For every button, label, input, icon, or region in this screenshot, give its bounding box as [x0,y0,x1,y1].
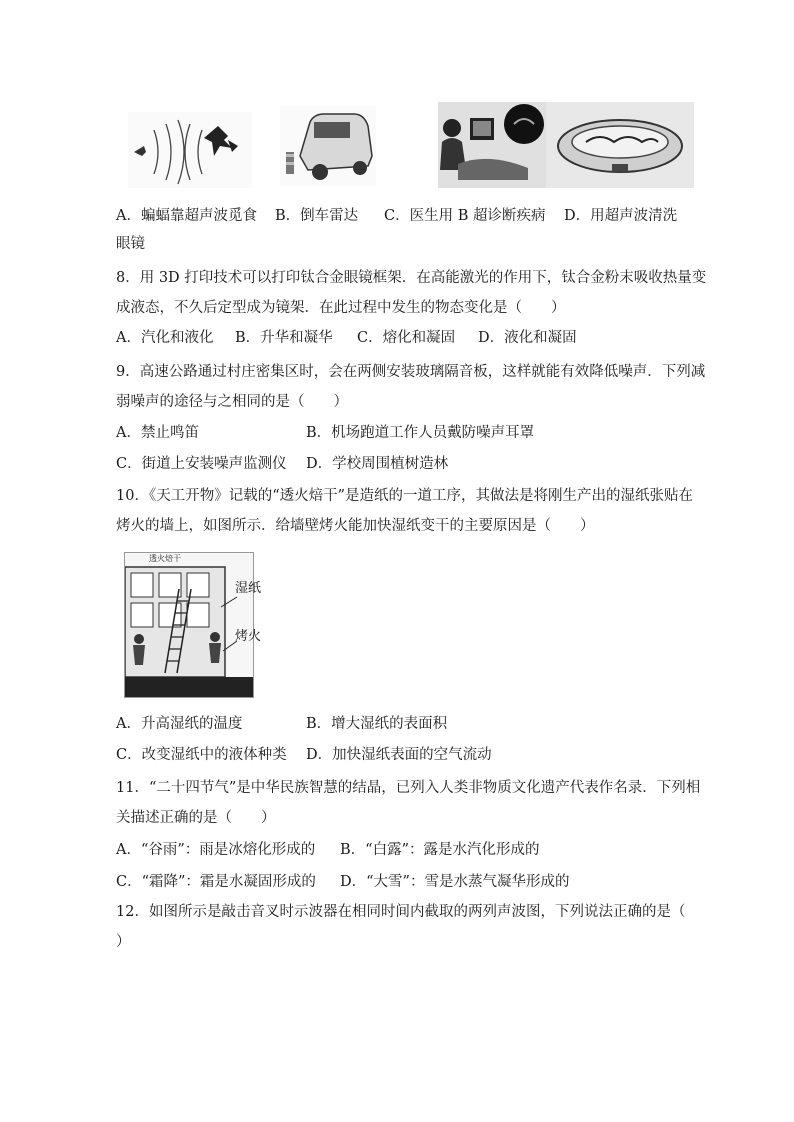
q8-option-b[interactable]: B．升华和凝华 [235,330,333,346]
reverse-radar-picture [280,106,376,186]
q11-stem-line2: 关描述正确的是（ ） [116,810,276,826]
ultrasonic-cleaner-icon [546,102,694,188]
doctor-ultrasound-icon [438,102,546,188]
bat-echolocation-picture [128,112,252,188]
ultrasonic-cleaner-picture [546,102,694,188]
q9-option-b[interactable]: B．机场跑道工作人员戴防噪声耳罩 [306,425,535,441]
q12-stem-line1: 12．如图所示是敲击音叉时示波器在相同时间内截取的两列声波图，下列说法正确的是（ [116,904,686,920]
car-reverse-radar-icon [280,106,376,186]
b-ultrasound-picture [438,102,546,188]
q8-stem-line2: 成液态，不久后定型成为镜架．在此过程中发生的物态变化是（ ） [116,300,566,316]
q7-option-c[interactable]: C．医生用 B 超诊断疾病 [384,208,546,224]
q10-option-b[interactable]: B．增大湿纸的表面积 [306,716,448,732]
q10-stem-line1: 10．《天工开物》记载的“透火焙干”是造纸的一道工序，其做法是将刚生产出的湿纸张贴在 [116,488,694,504]
q12-stem-line2: ） [116,934,131,950]
q9-stem-line1: 9．高速公路通过村庄密集区时，会在两侧安装玻璃隔音板，这样就能有效降低噪声．下列减 [116,364,706,380]
q9-option-a[interactable]: A．禁止鸣笛 [116,425,199,441]
wall-fire-illustration-icon [125,553,253,697]
q8-stem-line1: 8．用 3D 打印技术可以打印钛合金眼镜框架．在高能激光的作用下，钛合金粉末吸收热量变 [116,270,707,286]
q7-option-a[interactable]: A．蝙蝠靠超声波觅食 [116,208,257,224]
figure-header-text: 透火焙干 [149,554,181,563]
q9-option-d[interactable]: D．学校周围植树造林 [306,456,449,472]
q8-option-c[interactable]: C．熔化和凝固 [357,330,456,346]
q11-option-c[interactable]: C．“霜降”：霜是水凝固形成的 [116,874,316,890]
q10-option-a[interactable]: A．升高湿纸的温度 [116,716,243,732]
figure-label-wet-paper: 湿纸 [235,581,262,596]
q10-stem-line2: 烤火的墙上，如图所示．给墙壁烤火能加快湿纸变干的主要原因是（ ） [116,518,595,534]
q11-stem-line1: 11．“二十四节气”是中华民族智慧的结晶，已列入人类非物质文化遗产代表作名录．下列相 [116,780,701,796]
q11-option-d[interactable]: D．“大雪”：雪是水蒸气凝华形成的 [340,874,570,890]
q10-option-d[interactable]: D．加快湿纸表面的空气流动 [306,747,492,763]
q9-stem-line2: 弱噪声的途径与之相同的是（ ） [116,394,348,410]
bat-sound-waves-icon [128,112,252,188]
q7-option-d[interactable]: D．用超声波清洗 [564,208,678,224]
q8-option-d[interactable]: D．液化和凝固 [478,330,577,346]
q11-option-a[interactable]: A．“谷雨”：雨是冰熔化形成的 [116,842,316,858]
figure-label-fire: 烤火 [235,629,262,644]
q8-option-a[interactable]: A．汽化和液化 [116,330,214,346]
q11-option-b[interactable]: B．“白露”：露是水汽化形成的 [340,842,540,858]
q9-option-c[interactable]: C．街道上安装噪声监测仪 [116,456,287,472]
q10-option-c[interactable]: C．改变湿纸中的液体种类 [116,747,287,763]
q7-option-b[interactable]: B．倒车雷达 [275,208,359,224]
paper-drying-figure [124,552,262,698]
q7-option-d-continuation: 眼镜 [116,236,145,252]
